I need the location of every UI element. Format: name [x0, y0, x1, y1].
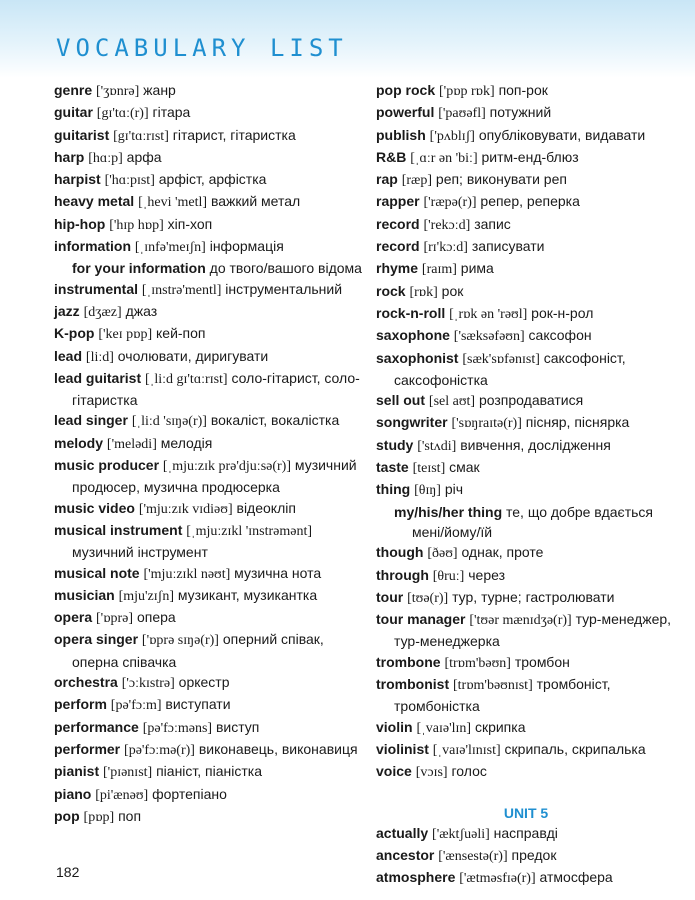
translation: інформація	[209, 238, 284, 255]
transcription: [liːd]	[85, 349, 114, 365]
headword: trombonist	[376, 676, 450, 693]
translation: скрипаль, скрипалька	[504, 740, 646, 757]
transcription: ['ætməsfɪə(r)]	[459, 871, 536, 887]
vocab-entry	[54, 629, 364, 672]
vocab-entry	[54, 147, 364, 169]
transcription: [ˌɪnstrə'mentl]	[141, 282, 222, 298]
vocab-entry	[376, 823, 676, 845]
vocab-entry	[376, 348, 676, 391]
vocab-entry	[376, 674, 676, 717]
translation: саксофоніст, саксофоністка	[394, 349, 626, 388]
vocab-entry	[54, 169, 364, 191]
vocab-entry	[376, 845, 676, 867]
transcription: ['hɪp hɒp]	[109, 217, 164, 233]
translation: до твого/вашого відома	[209, 260, 362, 277]
translation: рима	[460, 260, 494, 277]
translation: реп; виконувати реп	[435, 171, 567, 188]
transcription: ['ræpə(r)]	[423, 195, 477, 211]
transcription: [trɒm'bəʊnɪst]	[453, 678, 533, 694]
vocab-entry	[54, 214, 364, 236]
headword: lead guitarist	[54, 369, 142, 386]
translation: вокаліст, вокалістка	[210, 412, 340, 429]
translation: музикант, музикантка	[177, 586, 318, 603]
translation: гітарист, гітаристка	[172, 126, 296, 143]
translation: запис	[474, 215, 511, 232]
transcription: [dʒæz]	[83, 304, 122, 320]
transcription: [ˌliːd 'sɪŋə(r)]	[131, 414, 207, 430]
headword: rhyme	[376, 260, 419, 277]
translation: гітара	[152, 104, 191, 121]
vocab-entry	[376, 214, 676, 236]
transcription: ['tʊər mænɪdʒə(r)]	[469, 613, 572, 629]
headword: heavy metal	[54, 193, 135, 210]
headword: violinist	[376, 740, 429, 757]
headword: ancestor	[376, 847, 435, 864]
translation: відеокліп	[236, 499, 296, 516]
transcription: [sel aʊt]	[428, 394, 476, 410]
headword: music producer	[54, 457, 160, 474]
vocab-entry	[54, 694, 364, 716]
transcription: [trɒm'bəʊn]	[444, 655, 511, 671]
translation: соло-гітарист, соло-гітаристка	[72, 369, 360, 409]
translation: однак, проте	[461, 544, 544, 561]
headword: atmosphere	[376, 869, 456, 886]
headword: violin	[376, 718, 413, 735]
headword: pop	[54, 807, 80, 824]
vocab-entry	[54, 520, 364, 563]
vocab-entry	[376, 609, 676, 652]
headword: guitarist	[54, 126, 110, 143]
translation: піаніст, піаністка	[156, 763, 263, 780]
transcription: [pə'fɔːm]	[110, 698, 162, 714]
transcription: ['mjuːzɪk vɪdiəʊ]	[138, 501, 233, 517]
headword: taste	[376, 459, 409, 476]
translation: фортепіано	[152, 785, 227, 802]
headword: K-pop	[54, 325, 95, 342]
transcription: [ræp]	[401, 173, 433, 189]
transcription: [θɪŋ]	[414, 483, 441, 499]
translation: рок	[441, 282, 464, 299]
transcription: ['pʌblɪʃ]	[429, 128, 475, 144]
transcription: ['pɪənɪst]	[103, 765, 153, 781]
headword: music video	[54, 499, 135, 516]
headword: powerful	[376, 104, 435, 121]
vocab-entry	[376, 717, 676, 739]
vocab-entry	[54, 279, 364, 301]
vocab-entry	[376, 412, 676, 434]
translation: музичний інструмент	[72, 544, 208, 561]
transcription: [pi'ænəʊ]	[95, 787, 149, 803]
vocab-entry	[54, 368, 364, 411]
translation: голос	[451, 763, 487, 780]
transcription: [pə'fɔːmə(r)]	[124, 742, 195, 758]
translation: виступ	[215, 718, 260, 735]
headword: my/his/her thing	[394, 503, 503, 520]
translation: оркестр	[178, 674, 230, 691]
transcription: ['stʌdi]	[417, 438, 457, 454]
headword: voice	[376, 763, 412, 780]
headword: sell out	[376, 392, 426, 409]
translation: скрипка	[474, 718, 526, 735]
transcription: [ˌmjuːzɪk prə'djuːsə(r)]	[162, 459, 292, 475]
vocab-entry	[54, 739, 364, 761]
transcription: [sæk'sɒfənɪst]	[462, 351, 540, 367]
transcription: [pɒp]	[83, 809, 115, 825]
vocab-entry	[54, 672, 364, 694]
vocab-entry	[376, 587, 676, 609]
translation: записувати	[471, 238, 545, 255]
translation: вивчення, дослідження	[460, 436, 611, 453]
headword: pianist	[54, 763, 100, 780]
headword: study	[376, 436, 414, 453]
transcription: ['melədi]	[106, 436, 157, 452]
translation: інструментальний	[225, 280, 343, 297]
vocab-entry	[376, 739, 676, 761]
transcription: [pə'fɔːməns]	[142, 720, 213, 736]
vocab-entry	[54, 455, 364, 498]
transcription: [ˌmjuːzɪkl 'ɪnstrəmənt]	[186, 523, 313, 539]
vocab-entry	[376, 457, 676, 479]
translation: смак	[449, 459, 480, 476]
transcription: [ˌhevi 'metl]	[138, 195, 208, 211]
headword: lead singer	[54, 412, 128, 429]
translation: арфіст, арфістка	[158, 171, 267, 188]
vocab-entry	[54, 346, 364, 368]
vocab-entry	[376, 479, 676, 501]
translation: те, що добре вдається мені/йому/їй	[412, 503, 653, 540]
transcription: [rɪ'kɔːd]	[423, 240, 468, 256]
transcription: ['ɒprə sɪŋə(r)]	[141, 633, 219, 649]
translation: кей-поп	[156, 325, 206, 342]
vocab-entry	[376, 80, 676, 102]
headword: musical note	[54, 564, 140, 581]
vocab-entry	[376, 652, 676, 674]
transcription: ['rekɔːd]	[423, 217, 471, 233]
vocab-entry	[54, 498, 364, 520]
translation: предок	[511, 847, 557, 864]
translation: тур-менеджер, тур-менеджерка	[394, 611, 672, 650]
vocab-entry	[54, 301, 364, 323]
transcription: [ðəʊ]	[427, 546, 458, 562]
translation: джаз	[125, 302, 158, 319]
vocab-entry	[54, 323, 364, 345]
vocab-entry	[376, 390, 676, 412]
headword: melody	[54, 434, 104, 451]
vocab-entry	[376, 502, 676, 543]
vocab-entry	[54, 607, 364, 629]
headword: instrumental	[54, 280, 139, 297]
vocab-entry	[376, 867, 676, 889]
headword: lead	[54, 347, 83, 364]
vocab-entry	[376, 761, 676, 783]
transcription: ['keɪ pɒp]	[98, 327, 153, 343]
transcription: [ˌɪnfə'meɪʃn]	[134, 240, 206, 256]
vocab-entry	[54, 563, 364, 585]
transcription: ['æktʃuəli]	[432, 826, 490, 842]
page-number: 182	[56, 864, 80, 880]
vocab-entry	[376, 303, 676, 325]
transcription: ['mjuːzɪkl nəʊt]	[143, 566, 231, 582]
transcription: ['pɒp rɒk]	[439, 84, 495, 99]
transcription: [θruː]	[432, 568, 465, 584]
headword: saxophonist	[376, 349, 459, 366]
vocab-entry	[376, 565, 676, 587]
transcription: [mju'zɪʃn]	[118, 588, 174, 604]
vocab-entry	[376, 325, 676, 347]
transcription: ['ænsestə(r)]	[438, 849, 508, 865]
transcription: [ˌvaɪə'lɪnɪst]	[432, 742, 501, 758]
headword: piano	[54, 785, 92, 802]
transcription: [ˌliːd gɪ'tɑːrɪst]	[145, 371, 228, 387]
transcription: [tʊə(r)]	[407, 590, 449, 606]
translation: музична нота	[234, 564, 322, 581]
transcription: ['hɑːpɪst]	[104, 173, 155, 189]
translation: тромбоніст, тромбоністка	[394, 676, 611, 715]
headword: record	[376, 215, 420, 232]
vocab-entry	[376, 236, 676, 258]
transcription: ['ʒɒnrə]	[96, 84, 140, 99]
headword: orchestra	[54, 674, 118, 691]
vocab-entry	[54, 258, 364, 278]
transcription: [hɑːp]	[88, 150, 123, 166]
headword: through	[376, 566, 429, 583]
transcription: ['ɔːkɪstrə]	[121, 676, 175, 692]
translation: насправді	[493, 824, 558, 841]
headword: information	[54, 238, 131, 255]
translation: річ	[444, 481, 464, 498]
translation: очолювати, диригувати	[117, 347, 269, 364]
translation: тур, турне; гастролювати	[452, 588, 615, 605]
headword: hip-hop	[54, 215, 106, 232]
headword: tour	[376, 588, 404, 605]
translation: поп	[118, 807, 142, 824]
vocab-entry	[54, 102, 364, 124]
translation: мелодія	[160, 434, 213, 451]
page-title: VOCABULARY LIST	[56, 34, 348, 62]
vocab-entry	[376, 191, 676, 213]
vocab-entry	[376, 435, 676, 457]
vocab-entry	[376, 542, 676, 564]
transcription: [raɪm]	[421, 262, 457, 278]
translation: пісняр, піснярка	[525, 414, 630, 431]
headword: thing	[376, 481, 411, 498]
headword: though	[376, 544, 424, 561]
translation: музичний продюсер, музична продюсерка	[72, 457, 357, 496]
headword: pop rock	[376, 82, 436, 98]
vocab-entry	[54, 806, 364, 828]
headword: rock	[376, 282, 406, 299]
translation: жанр	[143, 82, 176, 98]
headword: harp	[54, 148, 85, 165]
translation: важкий метал	[210, 193, 301, 210]
headword: harpist	[54, 171, 101, 188]
transcription: [rɒk]	[409, 284, 438, 300]
headword: opera	[54, 609, 93, 626]
left-column	[54, 80, 364, 828]
translation: через	[468, 566, 506, 583]
vocab-entry	[54, 433, 364, 455]
headword: publish	[376, 126, 426, 143]
transcription: [vɔɪs]	[415, 765, 448, 781]
translation: рок-н-рол	[531, 304, 594, 321]
headword: genre	[54, 82, 93, 98]
transcription: ['paʊəfl]	[438, 106, 486, 122]
right-column	[376, 80, 676, 890]
translation: саксофон	[528, 327, 592, 344]
translation: тромбон	[514, 653, 570, 670]
translation: атмосфера	[539, 869, 613, 886]
headword: songwriter	[376, 414, 448, 431]
transcription: [ˌvaɪə'lɪn]	[416, 720, 472, 736]
headword: for your information	[72, 260, 206, 277]
transcription: [ˌrɒk ən 'rəʊl]	[449, 306, 528, 322]
translation: арфа	[126, 148, 162, 165]
translation: поп-рок	[498, 82, 548, 98]
vocab-entry	[376, 125, 676, 147]
translation: виконавець, виконавиця	[198, 740, 358, 757]
transcription: [gɪ'tɑː(r)]	[96, 106, 149, 122]
translation: оперний співак, оперна співачка	[72, 631, 324, 670]
headword: jazz	[54, 302, 80, 319]
headword: tour manager	[376, 611, 466, 628]
headword: musician	[54, 586, 115, 603]
translation: опубліковувати, видавати	[478, 126, 646, 143]
headword: actually	[376, 824, 429, 841]
vocab-entry	[54, 125, 364, 147]
headword: R&B	[376, 148, 407, 165]
translation: потужний	[489, 104, 552, 121]
transcription: ['ɒprə]	[96, 611, 134, 627]
translation: хіп-хоп	[167, 215, 213, 232]
vocab-entry	[376, 258, 676, 280]
vocab-entry	[54, 761, 364, 783]
headword: performer	[54, 740, 121, 757]
headword: record	[376, 238, 420, 255]
vocab-entry	[54, 236, 364, 258]
translation: розпродаватися	[478, 392, 584, 409]
vocab-entry	[54, 784, 364, 806]
headword: performance	[54, 718, 139, 735]
vocab-entry	[54, 191, 364, 213]
headword: opera singer	[54, 631, 139, 648]
transcription: [ˌɑːr ən 'biː]	[410, 150, 478, 166]
headword: musical instrument	[54, 521, 183, 538]
headword: trombone	[376, 653, 441, 670]
transcription: ['sæksəfəʊn]	[453, 329, 525, 345]
headword: rapper	[376, 193, 420, 210]
vocab-entry	[54, 80, 364, 102]
headword: perform	[54, 696, 107, 713]
vocab-entry	[54, 410, 364, 432]
vocab-entry	[376, 147, 676, 169]
translation: ритм-енд-блюз	[481, 148, 579, 165]
vocab-entry	[54, 585, 364, 607]
headword: rock-n-roll	[376, 304, 446, 321]
vocab-entry	[376, 169, 676, 191]
transcription: ['sɒŋraɪtə(r)]	[451, 416, 522, 432]
translation: виступати	[165, 696, 231, 713]
translation: репер, реперка	[480, 193, 580, 210]
vocab-entry	[54, 717, 364, 739]
headword: rap	[376, 171, 398, 188]
transcription: [gɪ'tɑːrɪst]	[113, 128, 169, 144]
vocab-entry	[376, 281, 676, 303]
headword: saxophone	[376, 327, 450, 344]
unit-heading: UNIT 5	[503, 804, 549, 821]
transcription: [teɪst]	[412, 461, 446, 477]
vocab-entry	[376, 102, 676, 124]
translation: опера	[136, 609, 176, 626]
headword: guitar	[54, 104, 93, 121]
